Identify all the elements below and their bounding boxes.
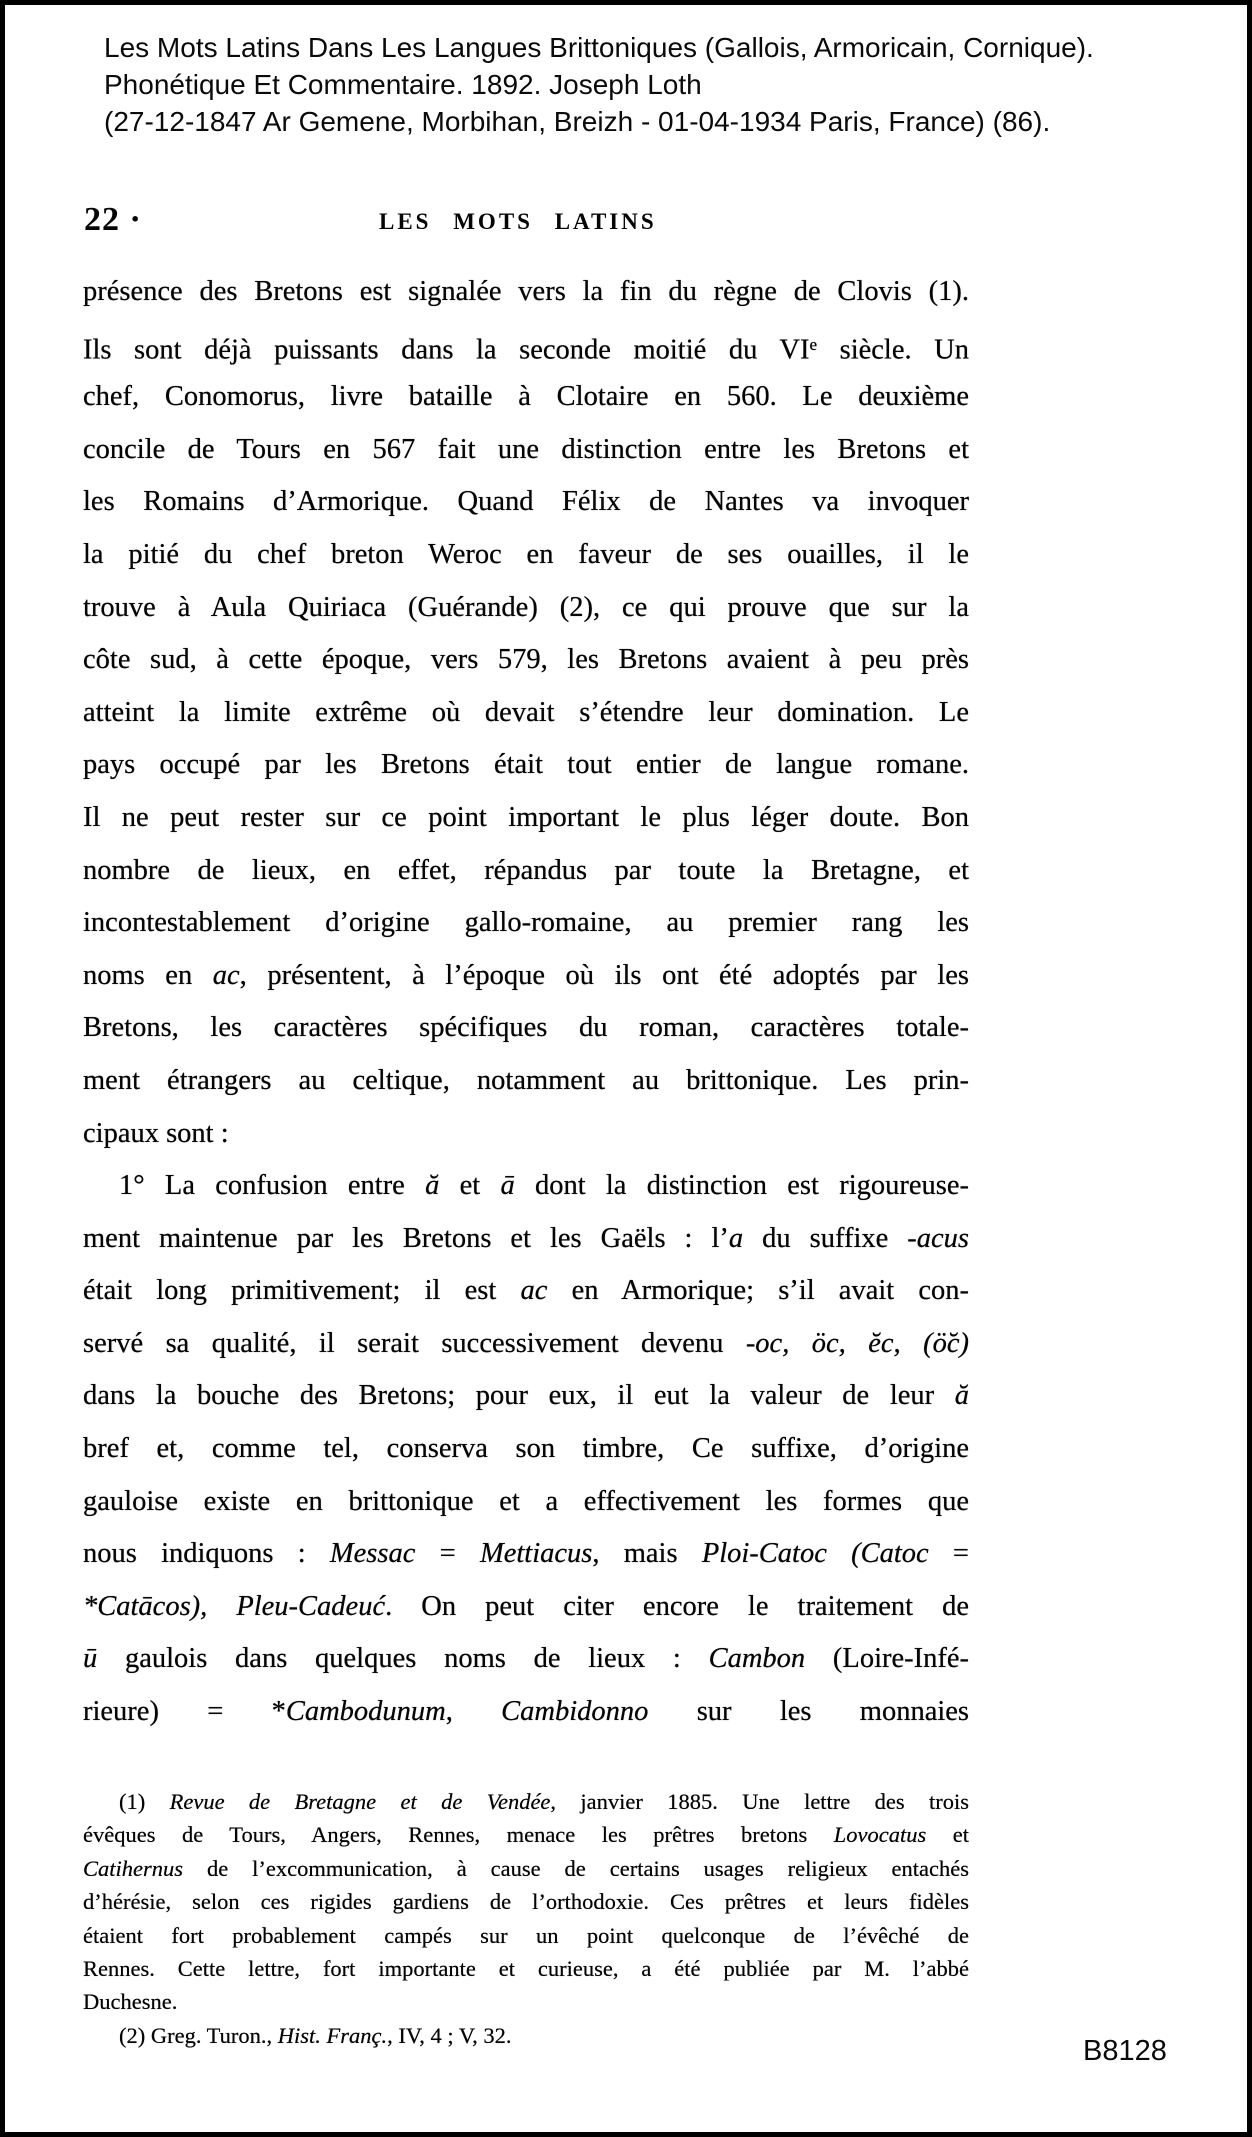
text-line <box>83 1318 969 1371</box>
text-line <box>83 687 969 740</box>
annotation-line-title: Les Mots Latins Dans Les Langues Brittoniques (Gallois, Armoricain, Cornique). <box>104 32 1094 63</box>
text-line <box>83 1633 969 1686</box>
text-segment: concile de Tours en 567 fait une distinction entre les Bretons et <box>83 433 969 465</box>
text-segment: rieure) = * <box>83 1696 286 1728</box>
text-segment: . On peut citer encore le traitement de <box>385 1590 969 1622</box>
body-text <box>83 266 969 1739</box>
text-segment: d’hérésie, selon ces rigides gardiens de l’orthodoxie. Ces prêtres et leurs fidèles <box>83 1889 969 1915</box>
text-segment: la pitié du chef breton Weroc en faveur de ses ouailles, il le <box>83 538 969 570</box>
text-line <box>83 1852 969 1885</box>
text-segment: noms en <box>83 959 213 991</box>
text-segment: (Loire-Infé- <box>805 1643 969 1675</box>
text-segment: , <box>445 1696 502 1728</box>
text-line <box>83 1885 969 1918</box>
text-line <box>83 1055 969 1108</box>
text-segment: présence des Bretons est signalée vers la fin du règne de Clovis (1). <box>83 276 969 307</box>
text-line <box>83 476 969 529</box>
text-line <box>83 1528 969 1581</box>
text-line <box>83 1476 969 1529</box>
text-line <box>83 1985 969 2018</box>
text-segment: les Romains d’Armorique. Quand Félix de Nantes va invoquer <box>83 486 969 518</box>
text-segment: = <box>415 1538 480 1570</box>
text-line <box>83 1952 969 1985</box>
text-line <box>83 897 969 950</box>
text-segment: 1° La confusion entre <box>119 1170 426 1202</box>
text-segment: bref et, comme tel, conserva son timbre, Ce suffixe, d’origine <box>83 1433 969 1465</box>
text-line <box>83 739 969 792</box>
page-number: 22 · <box>84 201 142 238</box>
annotation-header <box>104 29 1184 140</box>
text-segment: , présentent, à l’époque où ils ont été adoptés par les <box>239 959 969 991</box>
text-segment: ū <box>83 1643 98 1675</box>
page-header <box>83 201 971 245</box>
text-line <box>83 529 969 582</box>
text-line <box>83 1581 969 1634</box>
text-segment: atteint la limite extrême où devait s’étendre leur domination. Le <box>83 696 969 728</box>
text-line <box>83 950 969 1003</box>
text-segment: ment étrangers au celtique, notamment au brittonique. Les prin- <box>83 1064 969 1096</box>
text-segment: -oc, öc, ĕc, (ö̆c) <box>745 1327 969 1359</box>
text-segment: Lovocatus <box>833 1822 927 1848</box>
text-segment: Ploi-Catoc (Catoc <box>701 1538 929 1570</box>
text-line <box>83 1686 969 1739</box>
text-segment: dans la bouche des Bretons; pour eux, il eut la valeur de leur <box>83 1380 955 1412</box>
text-line <box>83 582 969 635</box>
text-segment: gauloise existe en brittonique et a effectivement les formes que <box>83 1485 969 1517</box>
text-line <box>83 1213 969 1266</box>
text-segment: et <box>926 1822 969 1848</box>
text-line <box>83 319 969 372</box>
text-segment: ă <box>954 1380 969 1412</box>
text-segment: était long primitivement; il est <box>83 1275 521 1307</box>
text-segment: Revue de Bretagne et de Vendée <box>169 1789 551 1814</box>
text-segment: de l’excommunication, à cause de certains usages religieux entachés <box>183 1855 969 1881</box>
text-segment: Duchesne. <box>83 1989 178 2015</box>
text-segment: ă <box>425 1170 440 1202</box>
text-segment: ac <box>520 1275 548 1307</box>
text-line <box>83 634 969 687</box>
text-segment: -acus <box>907 1222 969 1254</box>
text-segment: (2) Greg. Turon., <box>119 2022 278 2048</box>
text-segment: gaulois dans quelques noms de lieux : <box>97 1643 709 1675</box>
catalog-code: B8128 <box>1083 2035 1167 2067</box>
text-line <box>83 1818 969 1851</box>
text-segment: trouve à Aula Quiriaca (Guérande) (2), ce qui prouve que sur la <box>83 591 969 623</box>
text-line <box>83 1160 969 1213</box>
text-line <box>83 1423 969 1476</box>
text-line <box>83 1265 969 1318</box>
text-line <box>83 792 969 845</box>
text-segment: Rennes. Cette lettre, fort importante et curieuse, a été publiée par M. l’abbé <box>83 1955 969 1981</box>
text-segment: Ils sont déjà puissants dans la seconde moitié du VI <box>83 334 810 366</box>
text-line <box>83 266 969 319</box>
text-segment: cipaux sont : <box>83 1117 229 1149</box>
text-segment: = <box>928 1538 969 1570</box>
text-segment: étaient fort probablement campés sur un point quelconque de l’évêché de <box>83 1922 969 1948</box>
text-segment: nous indiquons : <box>83 1538 330 1570</box>
text-segment: sur les monnaies <box>648 1696 969 1728</box>
text-segment: en Armorique; s’il avait con- <box>547 1275 969 1307</box>
text-segment: servé sa qualité, il serait successivement devenu <box>83 1327 746 1359</box>
text-line <box>83 371 969 424</box>
running-title: LES MOTS LATINS <box>379 209 657 234</box>
text-segment: du suffixe <box>743 1222 908 1254</box>
text-segment: incontestablement d’origine gallo-romaine, au premier rang les <box>83 907 969 939</box>
text-line <box>83 2019 969 2052</box>
text-segment: et <box>439 1170 501 1202</box>
text-line <box>83 845 969 898</box>
text-line <box>83 1919 969 1952</box>
text-segment: chef, Conomorus, livre bataille à Clotaire en 560. Le deuxième <box>83 381 969 413</box>
text-segment: e <box>809 334 818 354</box>
text-line <box>83 1108 969 1161</box>
text-segment: , janvier 1885. Une lettre des trois <box>550 1789 969 1814</box>
text-segment: Bretons, les caractères spécifiques du roman, caractères totale- <box>83 1012 969 1044</box>
annotation-line-subtitle: Phonétique Et Commentaire. 1892. Joseph Loth <box>104 69 702 100</box>
text-segment: siècle. Un <box>817 334 969 366</box>
text-segment: évêques de Tours, Angers, Rennes, menace les prêtres bretons <box>83 1822 834 1848</box>
text-segment: Catihernus <box>83 1855 184 1881</box>
text-segment: dont la distinction est rigoureuse- <box>514 1170 969 1202</box>
text-segment: , IV, 4 ; V, 32. <box>387 2022 512 2048</box>
annotation-line-author-dates: (27-12-1847 Ar Gemene, Morbihan, Breizh - 01-04-1934 Paris, France) (86). <box>104 106 1051 137</box>
text-segment: Il ne peut rester sur ce point important le plus léger doute. Bon <box>83 801 969 833</box>
footnotes <box>83 1785 969 2052</box>
text-segment: ā <box>500 1170 515 1202</box>
text-line <box>83 424 969 477</box>
text-segment: (1) <box>119 1789 170 1814</box>
text-line <box>83 1370 969 1423</box>
text-segment: , mais <box>592 1538 702 1570</box>
text-line <box>83 1785 969 1818</box>
text-segment: ment maintenue par les Bretons et les Gaëls : l’ <box>83 1222 729 1254</box>
text-segment: Hist. Franç. <box>277 2022 388 2048</box>
text-segment: Cambon <box>708 1643 806 1675</box>
text-segment: *Catācos), Pleu-Cadeuć <box>83 1590 386 1622</box>
text-segment: Messac <box>329 1538 416 1570</box>
text-segment: pays occupé par les Bretons était tout entier de langue romane. <box>83 749 969 781</box>
text-segment: Cambidonno <box>501 1696 649 1728</box>
text-line <box>83 1002 969 1055</box>
text-segment: ac <box>212 959 240 991</box>
text-segment: a <box>728 1222 744 1254</box>
text-segment: nombre de lieux, en effet, répandus par toute la Bretagne, et <box>83 854 969 886</box>
text-segment: côte sud, à cette époque, vers 579, les Bretons avaient à peu près <box>83 644 969 676</box>
text-segment: Cambodunum <box>285 1696 446 1728</box>
text-segment: Mettiacus <box>479 1538 593 1570</box>
